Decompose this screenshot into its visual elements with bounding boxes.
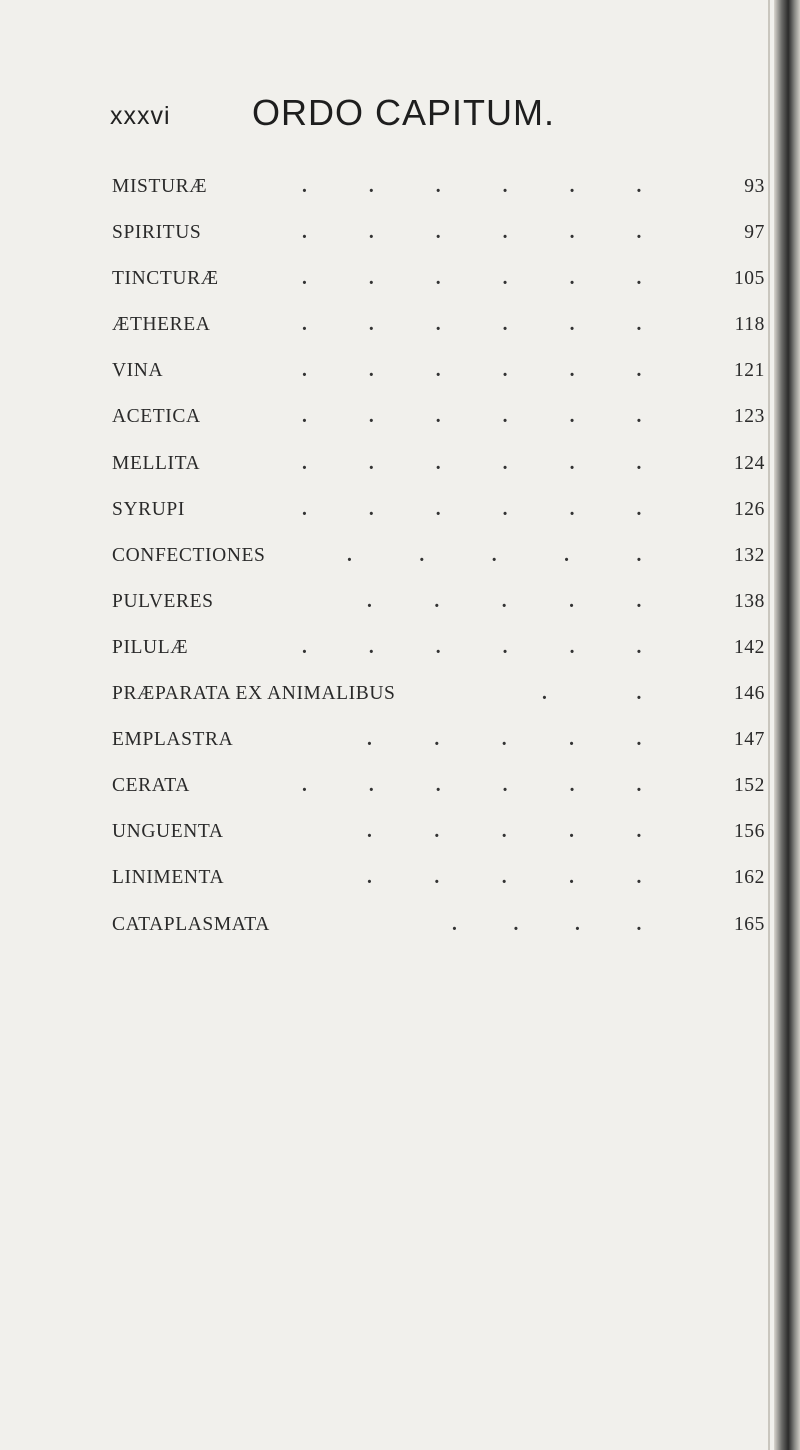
entry-page: 105	[733, 268, 765, 290]
toc-entry	[112, 683, 765, 729]
dot-leader: . . . . . .	[302, 775, 642, 797]
toc-entry	[112, 821, 765, 867]
entry-label: CATAPLASMATA	[112, 913, 270, 935]
toc-entry	[112, 545, 765, 591]
entry-label: MISTURÆ	[112, 176, 208, 197]
entry-label: SPIRITUS	[112, 222, 202, 244]
entry-label: CERATA	[112, 775, 190, 797]
running-title: ORDO CAPITUM.	[252, 92, 556, 133]
dot-leader: . . . . .	[367, 729, 642, 751]
toc-entry	[112, 591, 765, 637]
page-gutter-line	[768, 0, 770, 1450]
scan-edge	[774, 0, 800, 1450]
entry-page: 138	[733, 590, 765, 612]
dot-leader: . . . . . .	[302, 176, 642, 197]
dot-leader: . . . . .	[347, 544, 642, 566]
entry-page: 123	[733, 406, 765, 428]
table-of-contents	[112, 176, 765, 960]
dot-leader: . .	[542, 683, 642, 705]
entry-label: PRÆPARATA EX ANIMALIBUS	[112, 683, 396, 705]
toc-entry	[112, 637, 765, 683]
toc-entry	[112, 360, 765, 406]
toc-entry	[112, 867, 765, 913]
toc-entry	[112, 499, 765, 545]
entry-label: MELLITA	[112, 452, 201, 474]
entry-label: ÆTHEREA	[112, 314, 211, 336]
dot-leader: . . . . . .	[302, 498, 642, 520]
entry-page: 162	[733, 867, 765, 889]
toc-entry	[112, 453, 765, 499]
entry-label: PILULÆ	[112, 636, 189, 658]
entry-label: SYRUPI	[112, 498, 185, 520]
entry-page: 126	[733, 498, 765, 520]
dot-leader: . . . . . .	[302, 452, 642, 474]
toc-entry	[112, 406, 765, 452]
entry-page: 124	[733, 452, 765, 474]
dot-leader: . . . . .	[367, 821, 642, 843]
entry-page: 93	[744, 176, 765, 197]
entry-page: 156	[733, 821, 765, 843]
entry-label: CONFECTIONES	[112, 544, 266, 566]
entry-page: 121	[733, 360, 765, 382]
entry-label: LINIMENTA	[112, 867, 225, 889]
toc-entry	[112, 914, 765, 960]
entry-label: VINA	[112, 360, 164, 382]
entry-label: TINCTURÆ	[112, 268, 219, 290]
dot-leader: . . . . . .	[302, 314, 642, 336]
entry-label: EMPLASTRA	[112, 729, 234, 751]
entry-page: 147	[733, 729, 765, 751]
dot-leader: . . . . . .	[302, 268, 642, 290]
toc-entry	[112, 268, 765, 314]
dot-leader: . . . . . .	[302, 222, 642, 244]
toc-entry	[112, 176, 765, 222]
dot-leader: . . . . . .	[302, 360, 642, 382]
page-number: xxxvi	[110, 102, 171, 130]
dot-leader: . . . . .	[367, 590, 642, 612]
entry-page: 132	[733, 544, 765, 566]
toc-entry	[112, 314, 765, 360]
dot-leader: . . . . .	[367, 867, 642, 889]
entry-page: 146	[733, 683, 765, 705]
toc-entry	[112, 222, 765, 268]
entry-label: UNGUENTA	[112, 821, 224, 843]
dot-leader: . . . . . .	[302, 636, 642, 658]
entry-label: PULVERES	[112, 590, 214, 612]
toc-entry	[112, 775, 765, 821]
dot-leader: . . . . . .	[302, 406, 642, 428]
entry-page: 97	[744, 222, 765, 244]
entry-label: ACETICA	[112, 406, 201, 428]
toc-entry	[112, 729, 765, 775]
page-header	[110, 92, 740, 142]
entry-page: 165	[733, 913, 765, 935]
entry-page: 118	[734, 314, 765, 336]
entry-page: 152	[733, 775, 765, 797]
dot-leader: . . . .	[452, 913, 642, 935]
entry-page: 142	[733, 636, 765, 658]
